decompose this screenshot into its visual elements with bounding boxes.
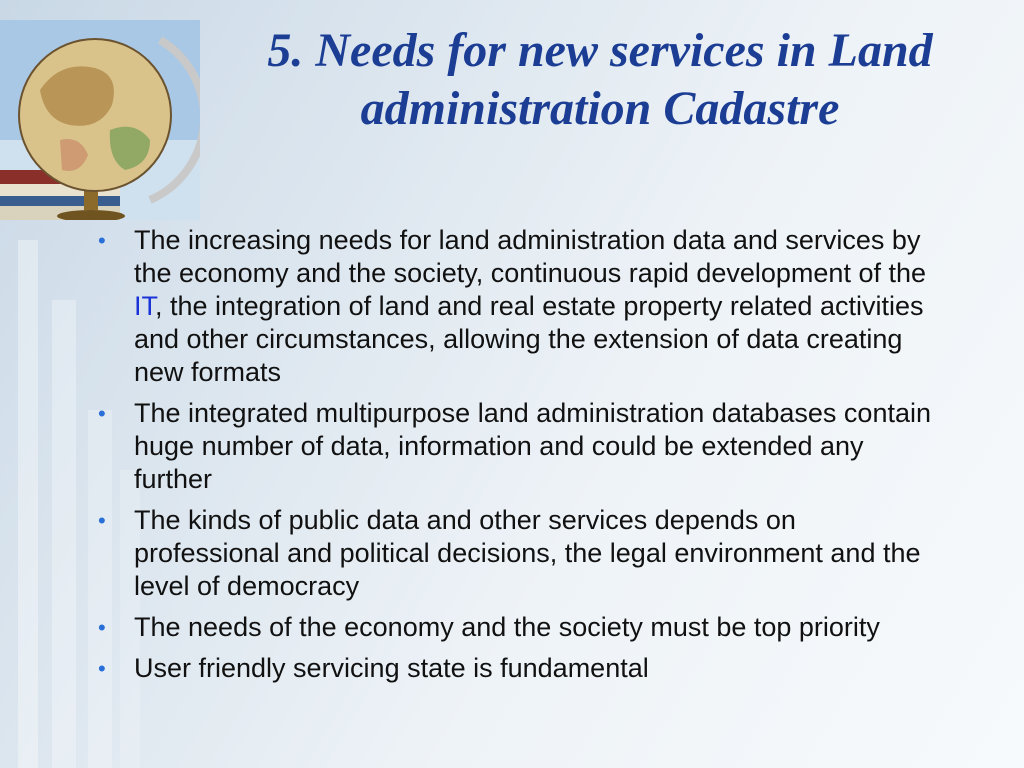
bullet-text: The needs of the economy and the society must be top priority	[134, 612, 880, 642]
bullet-list	[98, 224, 948, 693]
slide-title-line-2: administration Cadastre	[360, 82, 840, 135]
bullet-item	[98, 397, 948, 496]
bullet-item	[98, 652, 948, 685]
bullet-icon: •	[98, 228, 106, 253]
bullet-text: The kinds of public data and other services depends on professional and political decisions, the legal environment and the level of democracy	[134, 505, 921, 601]
bullet-icon: •	[98, 615, 106, 640]
bullet-icon: •	[98, 401, 106, 426]
bullet-text: User friendly servicing state is fundamental	[134, 653, 649, 683]
it-highlight-text: IT	[134, 291, 156, 321]
bullet-icon: •	[98, 656, 106, 681]
bullet-item	[98, 224, 948, 389]
bullet-text: The integrated multipurpose land administration databases contain huge number of data, information and could be extended any further	[134, 398, 931, 494]
bullet-item	[98, 504, 948, 603]
bullet-text-part: The increasing needs for land administration data and services by the economy and the society, continuous rapid development of the	[134, 225, 927, 288]
bullet-text-part: , the integration of land and real estate property related activities and other circumstances, allowing the extension of data creating new formats	[134, 291, 924, 387]
slide-title	[195, 22, 1005, 138]
bullet-item	[98, 611, 948, 644]
bullet-icon: •	[98, 508, 106, 533]
globe-icon	[0, 20, 200, 220]
slide-title-line-1: 5. Needs for new services in Land	[267, 24, 933, 77]
